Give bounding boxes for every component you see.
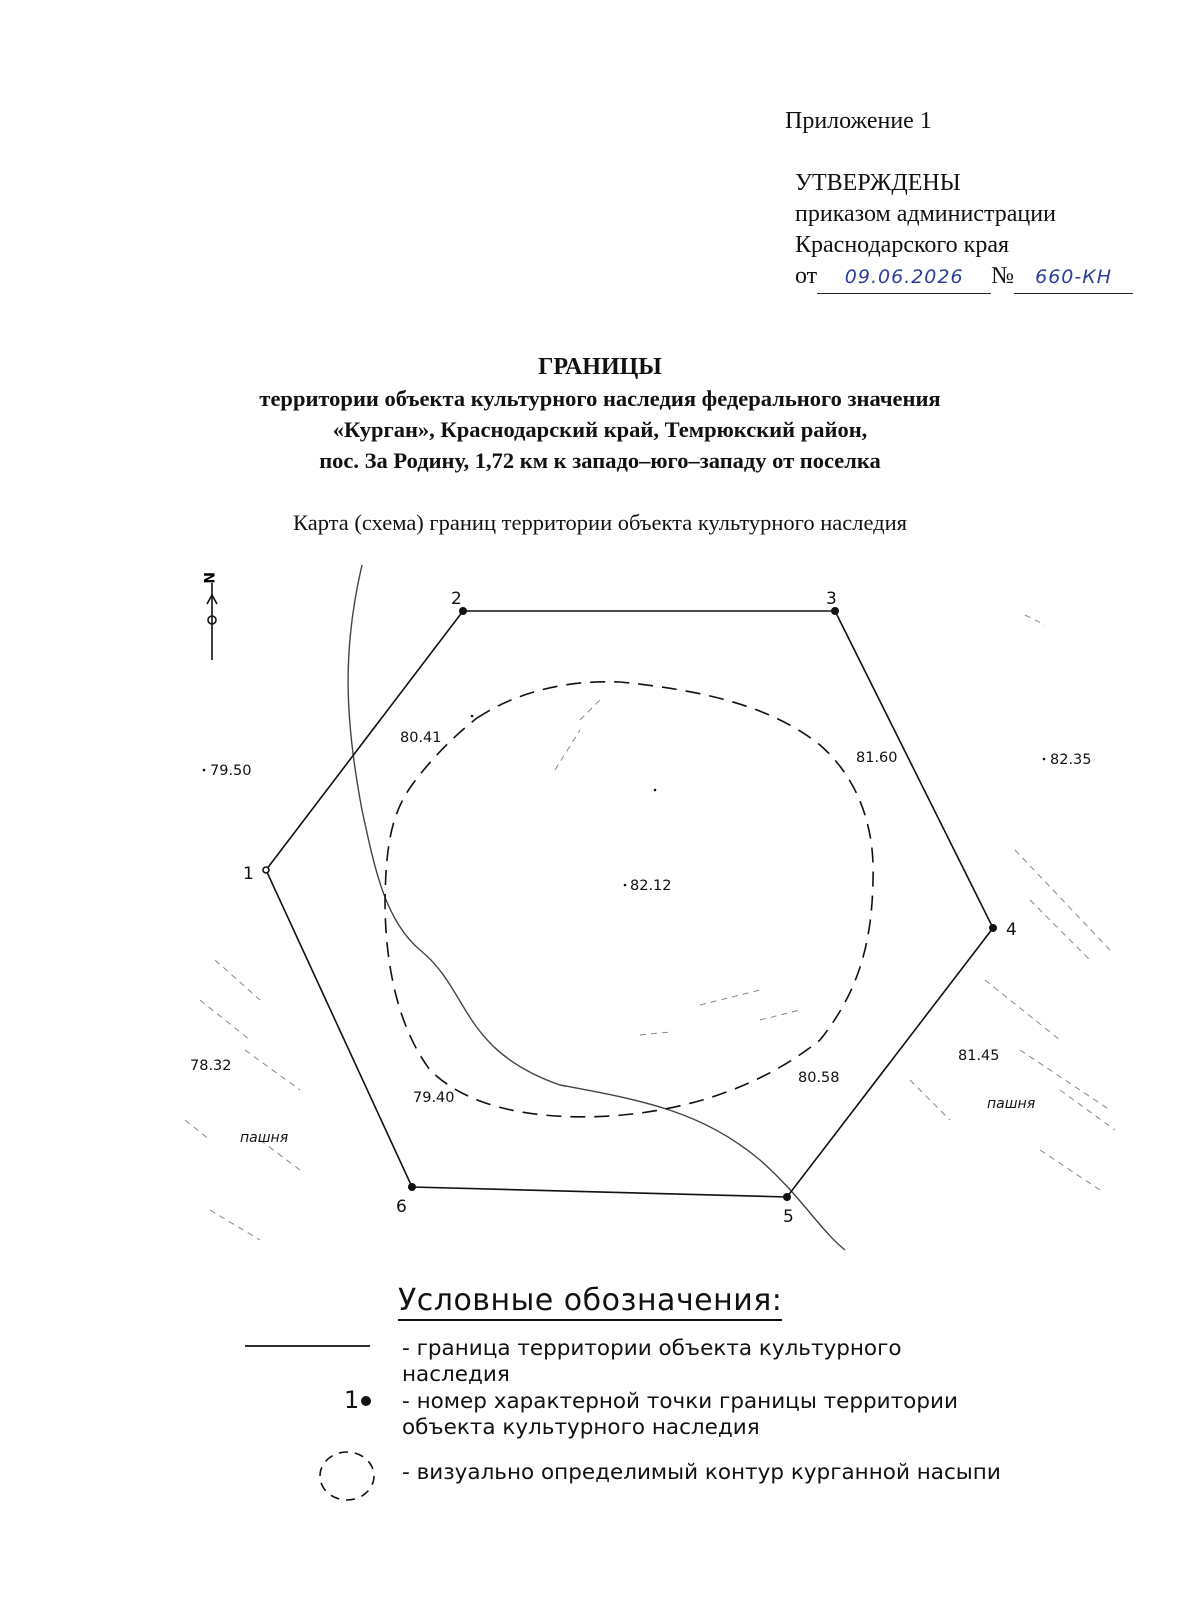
elevation-mark: 82.12 <box>630 878 672 894</box>
point-label-4: 4 <box>1006 920 1017 940</box>
north-label: N <box>200 572 216 584</box>
north-arrow-icon <box>207 583 217 660</box>
title-line-1: территории объекта культурного наследия федерального значения <box>259 386 941 411</box>
drainage-line <box>348 565 845 1250</box>
point-label-5: 5 <box>783 1207 794 1227</box>
legend-mound-contour-icon <box>320 1452 374 1500</box>
legend-item-mound-contour: - визуально определимый контур курганной насыпи <box>402 1460 1001 1485</box>
approved-by-line: приказом администрации <box>795 201 1056 227</box>
elevation-mark: 78.32 <box>190 1058 232 1074</box>
order-from-prefix: от <box>795 263 818 289</box>
legend-point-dot-icon <box>361 1396 371 1406</box>
boundary-point-1 <box>263 867 269 873</box>
elevation-mark: 81.60 <box>856 750 898 766</box>
title-line-3: пос. За Родину, 1,72 км к западо–юго–западу от поселка <box>319 448 881 473</box>
elevation-dots <box>203 715 1046 887</box>
boundary-points <box>263 607 997 1201</box>
boundary-polygon <box>266 611 993 1197</box>
point-label-3: 3 <box>826 589 837 609</box>
elevation-mark: 80.58 <box>798 1070 840 1086</box>
boundary-point-labels <box>243 589 1017 1227</box>
title-line-2: «Курган», Краснодарский край, Темрюкский район, <box>332 417 868 442</box>
document-title: ГРАНИЦЫ <box>538 354 662 380</box>
mound-contour <box>385 682 873 1117</box>
boundary-point-5 <box>783 1193 791 1201</box>
order-date-handwritten: 09.06.2026 <box>817 262 991 294</box>
appendix-label: Приложение 1 <box>785 108 932 134</box>
boundary-point-6 <box>408 1183 416 1191</box>
legend-item-point-symbol: 1 <box>344 1386 360 1414</box>
approved-heading: УТВЕРЖДЕНЫ <box>795 170 961 196</box>
legend-item-boundary: - граница территории объекта культурного наследия <box>402 1336 902 1387</box>
order-number-sign: № <box>991 263 1015 289</box>
point-label-6: 6 <box>396 1197 407 1217</box>
map-caption: Карта (схема) границ территории объекта культурного наследия <box>293 510 907 535</box>
elevation-mark: 79.50 <box>210 763 252 779</box>
boundary-point-4 <box>989 924 997 932</box>
approved-authority-line: Краснодарского края <box>795 232 1010 258</box>
field-labels <box>240 1096 1035 1146</box>
field-label-west: пашня <box>240 1130 289 1146</box>
point-label-2: 2 <box>451 589 462 609</box>
elevation-mark: 80.41 <box>400 730 442 746</box>
legend-item-boundary-point: - номер характерной точки границы территории объекта культурного наследия <box>402 1389 958 1440</box>
elevation-mark: 79.40 <box>413 1090 455 1106</box>
elevation-mark: 82.35 <box>1050 752 1092 768</box>
point-label-1: 1 <box>243 864 254 884</box>
order-number-handwritten: 660-КН <box>1014 262 1133 294</box>
elevation-mark: 81.45 <box>958 1048 1000 1064</box>
terrain-hatching <box>185 615 1115 1240</box>
legend-title: Условные обозначения: <box>398 1283 782 1321</box>
field-label-east: пашня <box>987 1096 1036 1112</box>
elevation-marks <box>190 730 1092 1106</box>
